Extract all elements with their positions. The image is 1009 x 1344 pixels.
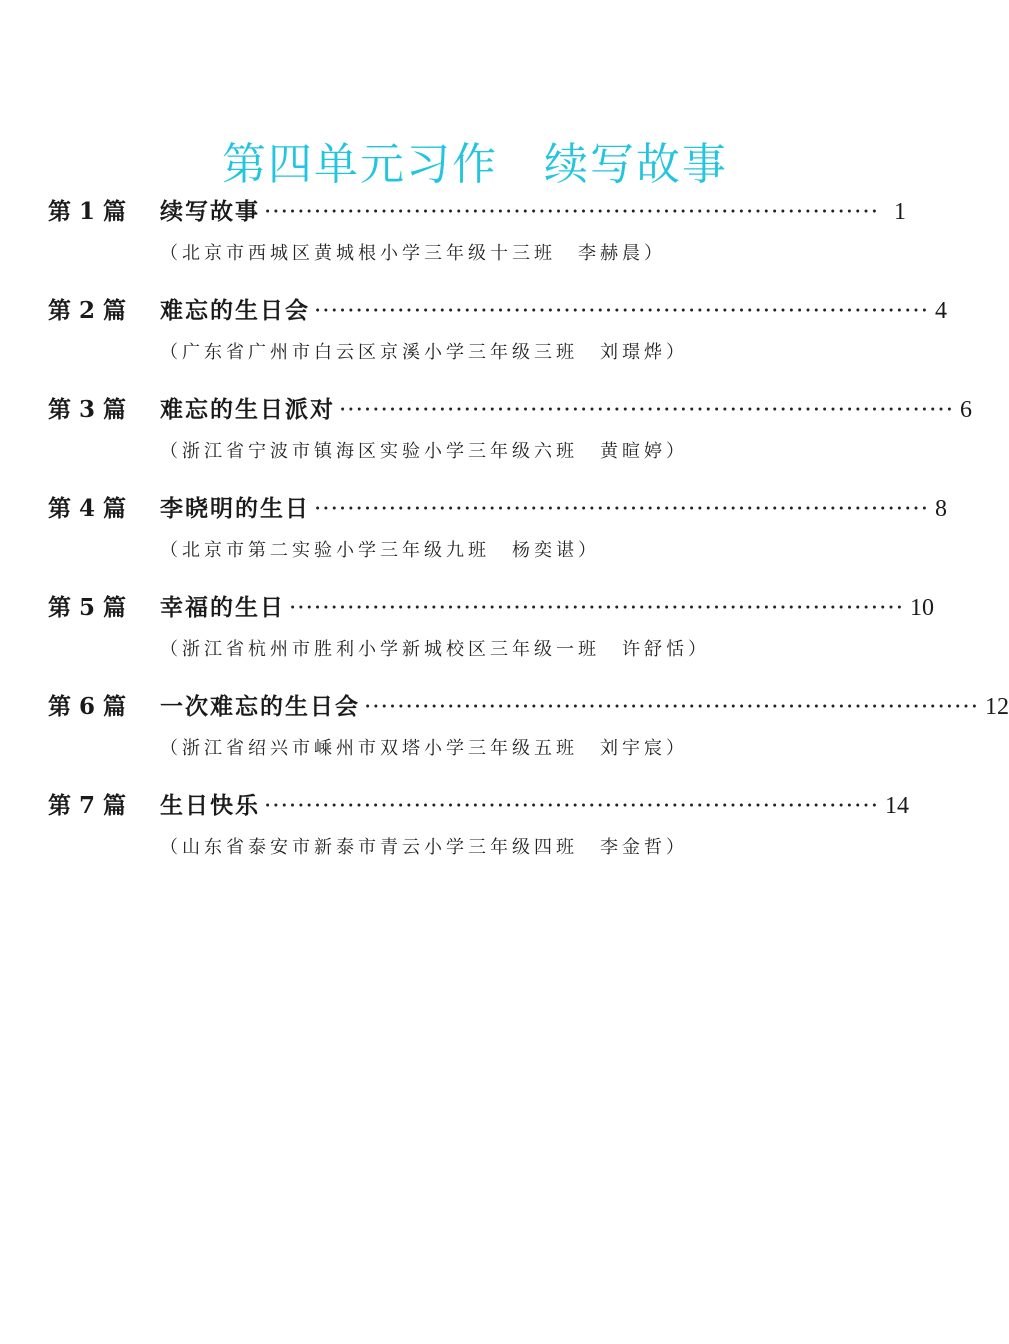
toc-entry-6[interactable] [48,683,1009,782]
dot-leader: ·········································································· [289,595,905,621]
page-number: 14 [885,793,910,819]
toc-entry-line[interactable] [48,386,973,434]
toc-entry-line[interactable] [48,485,948,533]
entry-number: 第 4 篇 [48,495,127,522]
entry-number: 第 3 篇 [48,396,127,423]
entry-title[interactable]: 难忘的生日会 [160,297,310,324]
toc-entry-line[interactable] [48,584,935,632]
dot-leader: ·········································································· [264,199,880,225]
entry-author: （山东省泰安市新泰市青云小学三年级四班 李金哲） [160,837,688,858]
entry-author: （北京市西城区黄城根小学三年级十三班 李赫晨） [160,243,666,264]
toc-entry-line[interactable] [48,287,948,335]
page-title: 第四单元习作 续写故事 [222,139,728,191]
page-number: 4 [935,298,948,324]
entry-author: （浙江省绍兴市嵊州市双塔小学三年级五班 刘宇宸） [160,738,688,759]
toc-entry-5[interactable] [48,584,935,683]
toc-entry-1[interactable] [48,188,906,287]
page-number: 6 [960,397,973,423]
entry-title[interactable]: 续写故事 [160,198,260,225]
entry-number: 第 6 篇 [48,693,127,720]
page-number: 8 [935,496,948,522]
page-number: 12 [985,694,1009,720]
entry-title[interactable]: 难忘的生日派对 [160,396,335,423]
toc-entry-4[interactable] [48,485,948,584]
entry-author: （北京市第二实验小学三年级九班 杨奕谌） [160,540,600,561]
entry-author: （浙江省宁波市镇海区实验小学三年级六班 黄暄婷） [160,441,688,462]
entry-title[interactable]: 一次难忘的生日会 [160,693,360,720]
entry-author: （广东省广州市白云区京溪小学三年级三班 刘璟烨） [160,342,688,363]
dot-leader: ·········································································· [314,496,930,522]
page-number: 10 [910,595,935,621]
entry-number: 第 1 篇 [48,198,127,225]
toc-entry-3[interactable] [48,386,973,485]
entry-number: 第 2 篇 [48,297,127,324]
toc-entry-line[interactable] [48,683,1009,731]
toc-entry-7[interactable] [48,782,910,881]
table-of-contents [48,188,1009,881]
dot-leader: ·········································································· [314,298,930,324]
toc-entry-2[interactable] [48,287,948,386]
entry-author: （浙江省杭州市胜利小学新城校区三年级一班 许舒恬） [160,639,710,660]
toc-entry-line[interactable] [48,188,906,236]
entry-number: 第 7 篇 [48,792,127,819]
dot-leader: ·········································································· [264,793,880,819]
dot-leader: ·········································································· [339,397,955,423]
entry-title[interactable]: 幸福的生日 [160,594,285,621]
entry-title[interactable]: 生日快乐 [160,792,260,819]
entry-title[interactable]: 李晓明的生日 [160,495,310,522]
dot-leader: ·········································································· [364,694,980,720]
page-number: 1 [894,199,906,225]
toc-entry-line[interactable] [48,782,910,830]
entry-number: 第 5 篇 [48,594,127,621]
